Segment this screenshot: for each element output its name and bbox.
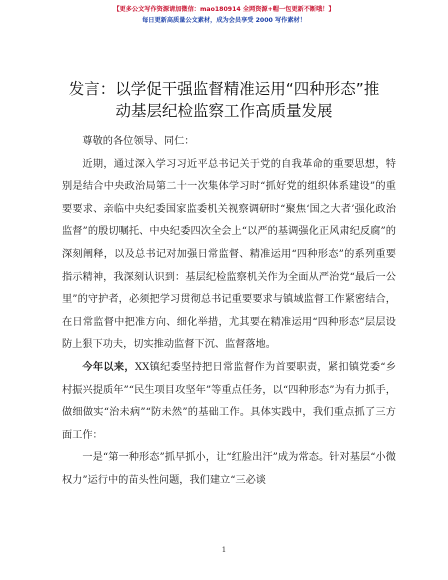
paragraph-2-lead: 今年以来， bbox=[82, 361, 135, 373]
salutation: 尊敬的各位领导、同仁： bbox=[82, 136, 195, 147]
page-number: 1 bbox=[221, 546, 227, 554]
promo-header-line-2: 每日更新高质量公文素材，成为会员享受 2000 写作素材！ bbox=[142, 17, 306, 24]
document-title: 发言：以学促干强监督精准运用“四种形态”推动基层纪检监察工作高质量发展 bbox=[68, 80, 380, 120]
document-body bbox=[62, 131, 396, 493]
paragraph-1: 近期，通过深入学习习近平总书记关于党的自我革命的重要思想，特别是结合中央政治局第二十一次集体学习时“抓好党的组织体系建设”的重要要求、亲临中央纪委国家监委机关视察调研时“聚焦‘国之大者’强化政治监督”的殷切嘱托、中央纪委四次全会上“以严的基调强化正风肃纪反腐”的深刻阐释，以及总书记对加强日常监督、精准运用“四种形态”的系列重要指示精神，我深刻认识到：基层纪检监察机关作为全面从严治党“最后一公里”的守护者，必须把学习贯彻总书记重要要求与镇域监督工作紧密结合，在日常监督中把准方向、细化举措，尤其要在精准运用“四种形态”层层设防上狠下功夫，切实推动监督下沉、监督落地。 bbox=[62, 158, 396, 351]
promo-header bbox=[48, 4, 400, 29]
paragraph-2 bbox=[62, 357, 396, 447]
paragraph-3: 一是“第一种形态”抓早抓小，让“红脸出汗”成为常态。针对基层“小微权力”运行中的苗头性问题，我们建立“三必谈 bbox=[62, 452, 396, 486]
paragraph-2-text: XX镇纪委坚持把日常监督作为首要职责，紧扣镇党委“乡村振兴提质年”“民生项目攻坚年”等重点任务，以“四种形态”为有力抓手，做细做实“治未病”“防未然”的基础工作。具体实践中，我们重点抓了三方面工作： bbox=[62, 361, 397, 441]
promo-header-line-1: 【更多公文写作资源请加微信：mao180914 全网资源+帽一包更新不断哦！】 bbox=[113, 6, 335, 13]
